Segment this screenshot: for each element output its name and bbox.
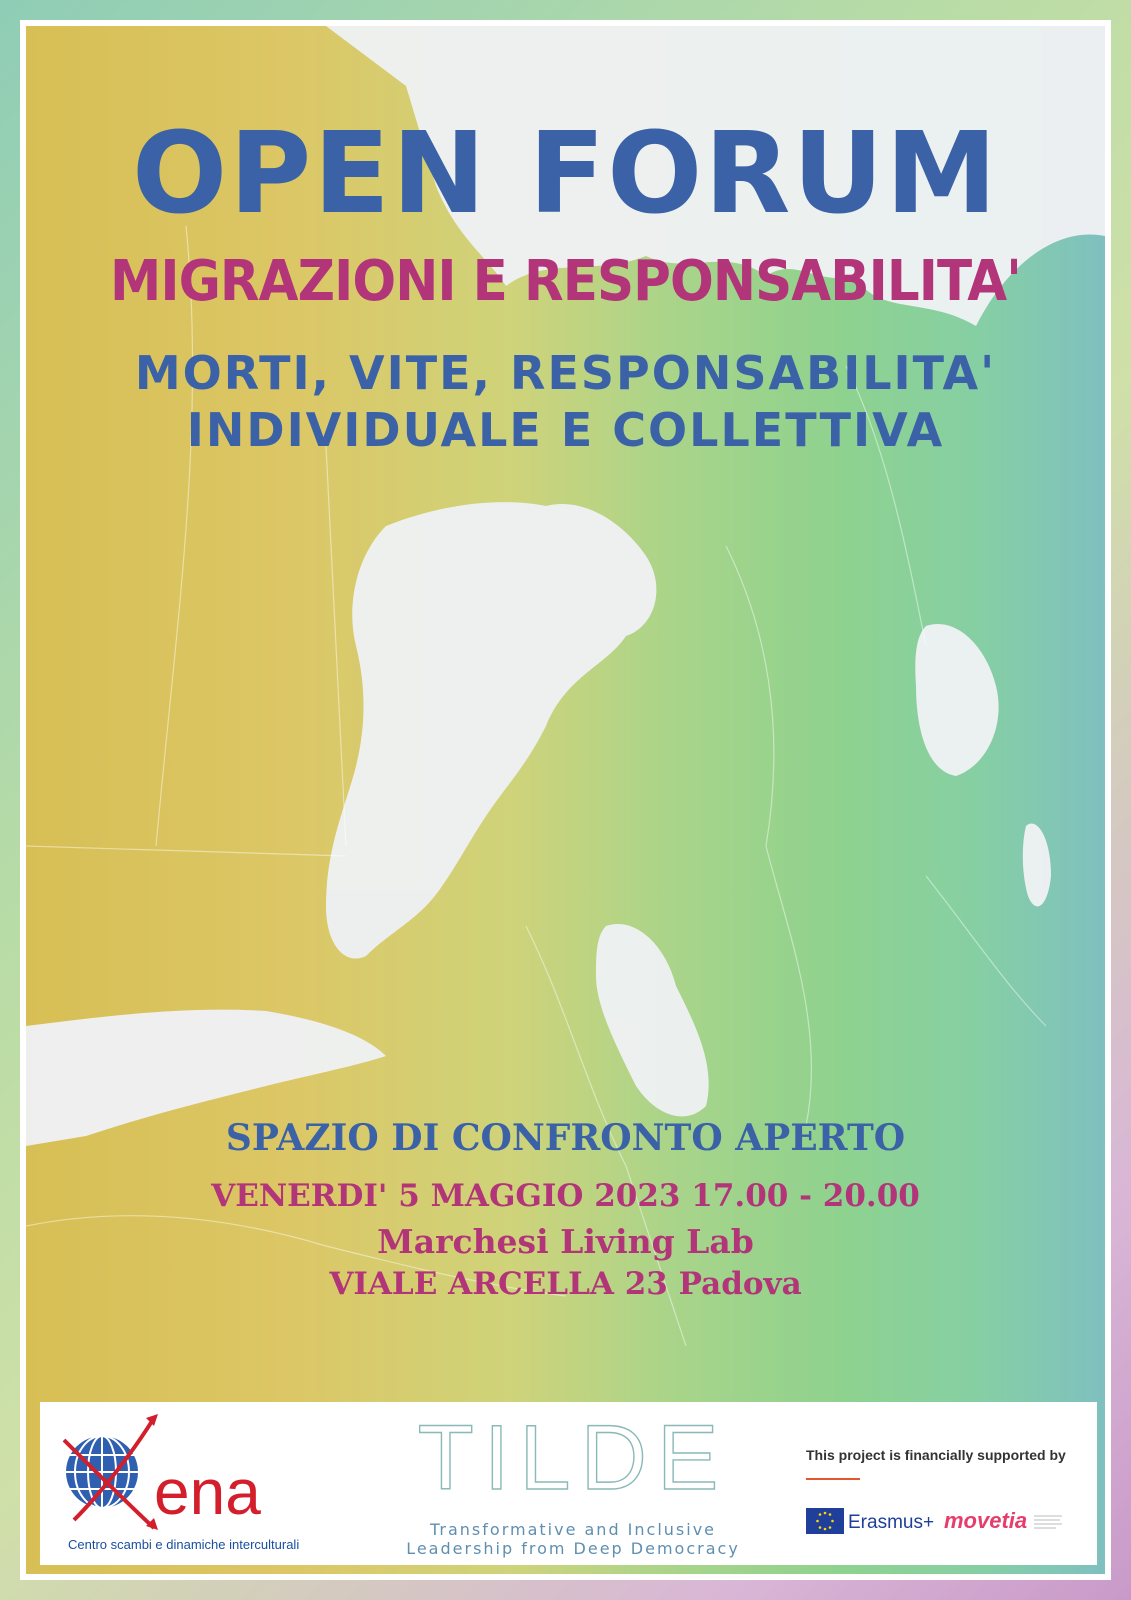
eu-flag-icon <box>806 1508 844 1534</box>
tilde-logo: TILDE <box>417 1407 729 1509</box>
sponsor-logo-bar <box>40 1402 1097 1565</box>
erasmus-logo: Erasmus+ <box>848 1512 935 1533</box>
movetia-logo: movetia <box>944 1508 1028 1533</box>
event-venue: Marchesi Living Lab <box>377 1222 754 1261</box>
tilde-tagline-2: Leadership from Deep Democracy <box>406 1539 740 1558</box>
xena-wordmark: ena <box>154 1456 261 1528</box>
subtitle-line-2: INDIVIDUALE E COLLETTIVA <box>186 403 945 457</box>
support-text: This project is financially supported by <box>806 1447 1066 1463</box>
event-heading: SPAZIO DI CONFRONTO APERTO <box>225 1117 906 1159</box>
subtitle: MIGRAZIONI E RESPONSABILITA' <box>109 249 1022 314</box>
xena-logo <box>54 1410 304 1560</box>
movetia-fine-print <box>1034 1513 1064 1529</box>
page-title: OPEN FORUM <box>132 109 999 239</box>
support-divider <box>806 1478 860 1480</box>
tilde-tagline-1: Transformative and Inclusive <box>429 1520 717 1539</box>
subtitle-line-1: MORTI, VITE, RESPONSABILITA' <box>134 346 997 400</box>
globe-icon <box>54 1410 164 1530</box>
event-datetime: VENERDI' 5 MAGGIO 2023 17.00 - 20.00 <box>211 1178 920 1214</box>
event-address: VIALE ARCELLA 23 Padova <box>329 1266 802 1302</box>
xena-caption: Centro scambi e dinamiche interculturali <box>68 1537 300 1552</box>
